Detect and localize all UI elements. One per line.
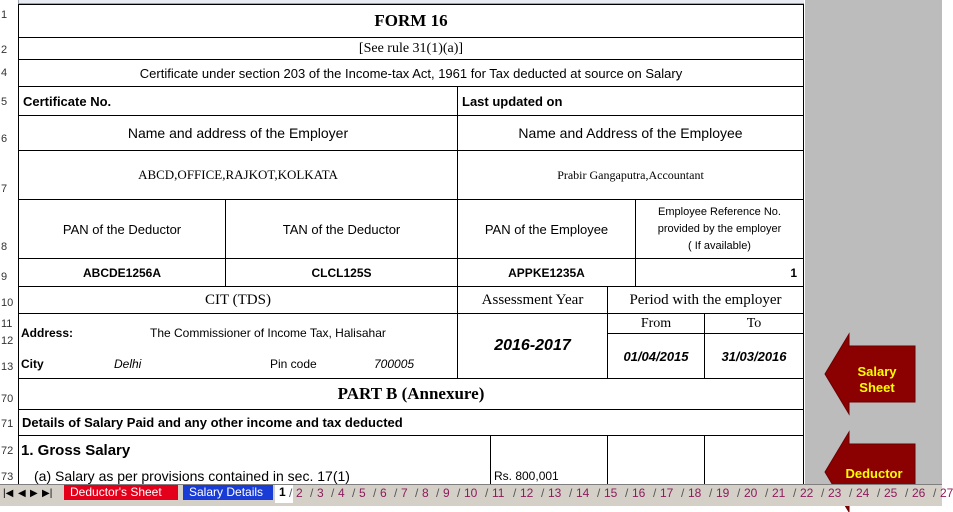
- certificate-line[interactable]: Certificate under section 203 of the Income-tax Act, 1961 for Tax deducted at source on Salary: [18, 59, 804, 87]
- row-number[interactable]: 9: [1, 271, 8, 283]
- to-label[interactable]: To: [704, 313, 804, 334]
- tab-separator: /: [625, 486, 629, 500]
- deductor-button[interactable]: [825, 432, 915, 484]
- sheet-tab-bar: [0, 484, 953, 506]
- pan-employee-label[interactable]: PAN of the Employee: [457, 199, 636, 259]
- row-number[interactable]: 1: [1, 9, 8, 21]
- tab-sheet-13[interactable]: 13: [548, 486, 562, 500]
- tab-sheet-23[interactable]: 23: [828, 486, 842, 500]
- assessment-year-value[interactable]: 2016-2017: [457, 313, 608, 379]
- tab-separator: /: [737, 486, 741, 500]
- tab-separator: /: [569, 486, 573, 500]
- pan-employee-value[interactable]: APPKE1235A: [457, 258, 636, 287]
- row-number[interactable]: 73: [1, 471, 14, 483]
- row-number[interactable]: 8: [1, 241, 8, 253]
- row-number[interactable]: 6: [1, 133, 8, 145]
- gross-salary-label[interactable]: 1. Gross Salary: [21, 441, 131, 459]
- last-updated-label[interactable]: Last updated on: [457, 86, 804, 116]
- employer-value[interactable]: ABCD,OFFICE,RAJKOT,KOLKATA: [18, 150, 458, 200]
- tab-sheet-22[interactable]: 22: [800, 486, 814, 500]
- tab-separator: /: [513, 486, 517, 500]
- tab-separator: /: [289, 486, 293, 500]
- tab-separator: /: [485, 486, 489, 500]
- employee-reference-line3: ( If available): [688, 239, 751, 252]
- tab-sheet-2[interactable]: 2: [296, 486, 303, 500]
- tab-separator: /: [331, 486, 335, 500]
- employee-reference-line2: provided by the employer: [657, 222, 782, 235]
- row-number[interactable]: 11: [1, 318, 13, 330]
- employee-value[interactable]: Prabir Gangaputra,Accountant: [457, 150, 804, 200]
- city-value[interactable]: Delhi: [114, 357, 142, 371]
- tab-separator: /: [681, 486, 685, 500]
- row-number[interactable]: 10: [1, 297, 14, 309]
- tab-separator: /: [653, 486, 657, 500]
- part-b-title[interactable]: PART B (Annexure): [18, 378, 804, 410]
- tab-sheet-25[interactable]: 25: [884, 486, 898, 500]
- tab-sheet-24[interactable]: 24: [856, 486, 870, 500]
- address-label[interactable]: Address:: [21, 326, 74, 340]
- tab-sheet-19[interactable]: 19: [716, 486, 730, 500]
- deductor-label: Deductor: [845, 466, 903, 481]
- salary-sheet-label-line2: Sheet: [859, 380, 895, 395]
- pincode-value[interactable]: 700005: [374, 357, 415, 371]
- pincode-label[interactable]: Pin code: [270, 357, 317, 371]
- employee-header[interactable]: Name and Address of the Employee: [457, 115, 804, 151]
- row-number[interactable]: 13: [1, 361, 14, 373]
- row-number[interactable]: 2: [1, 44, 8, 56]
- tab-separator: /: [877, 486, 881, 500]
- from-label[interactable]: From: [607, 313, 705, 334]
- last-sheet-icon[interactable]: ▶|: [42, 488, 53, 499]
- tab-separator: /: [415, 486, 419, 500]
- tan-deductor-label[interactable]: TAN of the Deductor: [225, 199, 458, 259]
- tab-sheet-15[interactable]: 15: [604, 486, 618, 500]
- tab-separator: /: [765, 486, 769, 500]
- tab-sheet-26[interactable]: 26: [912, 486, 926, 500]
- row-number[interactable]: 72: [1, 445, 14, 457]
- details-line[interactable]: Details of Salary Paid and any other income and tax deducted: [18, 409, 804, 436]
- row-number[interactable]: 5: [1, 96, 8, 108]
- employer-header[interactable]: Name and address of the Employer: [18, 115, 458, 151]
- tab-salary-details[interactable]: Salary Details: [183, 485, 273, 500]
- tab-separator: /: [310, 486, 314, 500]
- employee-reference-line1: Employee Reference No.: [658, 205, 781, 218]
- row-number[interactable]: 7: [1, 183, 8, 195]
- rule-reference[interactable]: [See rule 31(1)(a)]: [18, 37, 804, 60]
- row-header: [0, 0, 19, 484]
- tab-sheet-9[interactable]: 9: [443, 486, 450, 500]
- tab-separator: /: [905, 486, 909, 500]
- row-number[interactable]: 4: [1, 67, 8, 79]
- row-number[interactable]: 70: [1, 393, 14, 405]
- salary-17-1-value[interactable]: Rs. 800,001: [494, 469, 559, 483]
- form-title[interactable]: FORM 16: [18, 4, 804, 38]
- tab-deductors-sheet[interactable]: Deductor's Sheet: [64, 485, 178, 500]
- tab-sheet-18[interactable]: 18: [688, 486, 702, 500]
- tab-sheet-16[interactable]: 16: [632, 486, 646, 500]
- tab-separator: /: [457, 486, 461, 500]
- first-sheet-icon[interactable]: |◀: [3, 488, 14, 499]
- period-label[interactable]: Period with the employer: [607, 286, 804, 314]
- form16-sheet: [18, 4, 804, 484]
- tab-separator: /: [436, 486, 440, 500]
- tab-sheet-1[interactable]: 1: [275, 485, 293, 503]
- tab-separator: /: [352, 486, 356, 500]
- tab-sheet-8[interactable]: 8: [422, 486, 429, 500]
- tab-separator: /: [597, 486, 601, 500]
- tab-sheet-11[interactable]: 11: [492, 486, 505, 500]
- tab-sheet-12[interactable]: 12: [520, 486, 534, 500]
- employee-reference-label[interactable]: [635, 199, 804, 259]
- tab-separator: /: [821, 486, 825, 500]
- row-number[interactable]: 12: [1, 335, 14, 347]
- tab-sheet-5[interactable]: 5: [359, 486, 366, 500]
- tab-sheet-7[interactable]: 7: [401, 486, 408, 500]
- row-number[interactable]: 71: [1, 418, 14, 430]
- tab-separator: /: [373, 486, 377, 500]
- certificate-no-label[interactable]: Certificate No.: [18, 86, 458, 116]
- tab-sheet-14[interactable]: 14: [576, 486, 590, 500]
- salary-sheet-button[interactable]: [825, 334, 915, 414]
- city-label[interactable]: City: [21, 357, 44, 371]
- tab-separator: /: [394, 486, 398, 500]
- pan-deductor-label[interactable]: PAN of the Deductor: [18, 199, 226, 259]
- tab-separator: /: [849, 486, 853, 500]
- next-sheet-icon[interactable]: ▶: [30, 488, 38, 499]
- tab-sheet-17[interactable]: 17: [660, 486, 674, 500]
- from-value[interactable]: 01/04/2015: [607, 333, 705, 379]
- tab-sheet-20[interactable]: 20: [744, 486, 758, 500]
- tab-sheet-27[interactable]: 27: [940, 486, 953, 500]
- tab-separator: /: [541, 486, 545, 500]
- salary-sheet-label-line1: Salary: [857, 364, 897, 379]
- tan-deductor-value[interactable]: CLCL125S: [225, 258, 458, 287]
- pan-deductor-value[interactable]: ABCDE1256A: [18, 258, 226, 287]
- previous-sheet-icon[interactable]: ◀: [18, 488, 26, 499]
- cit-label[interactable]: CIT (TDS): [18, 286, 458, 314]
- tab-separator: /: [933, 486, 937, 500]
- tab-sheet-3[interactable]: 3: [317, 486, 324, 500]
- tab-sheet-21[interactable]: 21: [772, 486, 786, 500]
- tab-sheet-6[interactable]: 6: [380, 486, 387, 500]
- to-value[interactable]: 31/03/2016: [704, 333, 804, 379]
- salary-17-1-label[interactable]: (a) Salary as per provisions contained in sec. 17(1): [34, 468, 350, 484]
- tab-sheet-10[interactable]: 10: [464, 486, 478, 500]
- tab-separator: /: [709, 486, 713, 500]
- address-value[interactable]: The Commissioner of Income Tax, Halisahar: [150, 326, 386, 340]
- employee-reference-value[interactable]: 1: [635, 258, 804, 287]
- tab-separator: /: [793, 486, 797, 500]
- assessment-year-label[interactable]: Assessment Year: [457, 286, 608, 314]
- tab-sheet-4[interactable]: 4: [338, 486, 345, 500]
